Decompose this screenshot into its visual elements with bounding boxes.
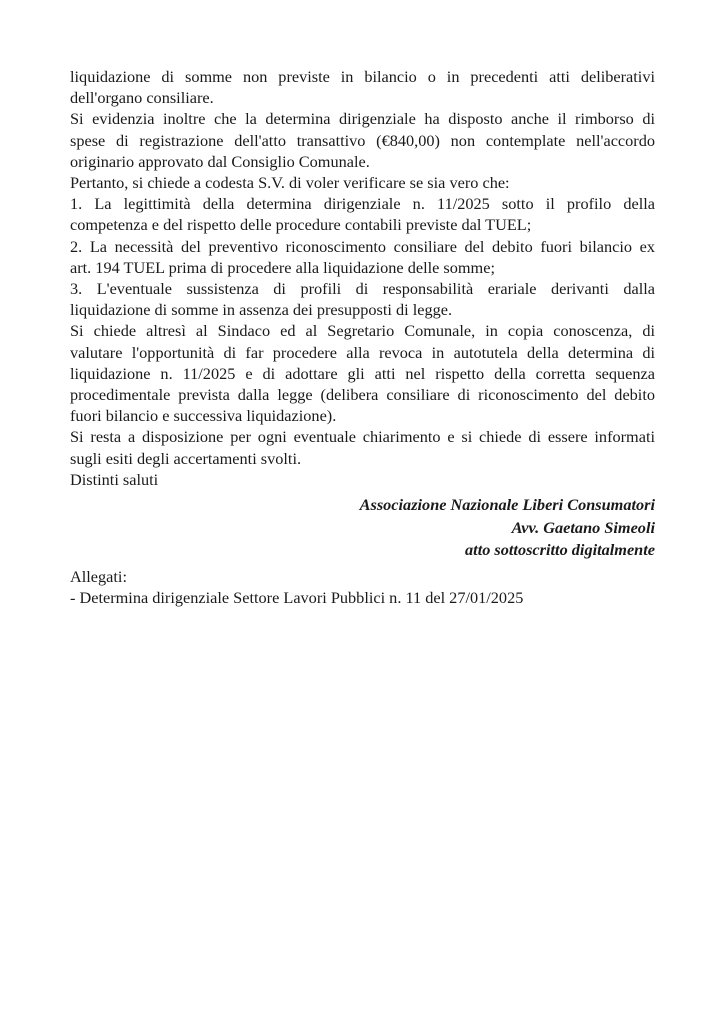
document-page [70, 66, 655, 608]
closing-salutation [70, 469, 655, 490]
paragraph-liquidazione [70, 66, 655, 108]
text-line: 2. La necessità del preventivo riconoscimento consiliare del debito fuori bilancio ex [70, 236, 655, 256]
list-item-3 [70, 278, 655, 320]
text-line: dell'organo consiliare. [70, 88, 214, 108]
signature-note: atto sottoscritto digitalmente [465, 540, 655, 560]
text-line: originario approvato dal Consiglio Comunale. [70, 151, 370, 171]
paragraph-sindaco [70, 320, 655, 426]
text-line: Si resta a disposizione per ogni eventuale chiarimento e si chiede di essere informati [70, 427, 655, 447]
text-line: art. 194 TUEL prima di procedere alla liquidazione delle somme; [70, 257, 495, 277]
text-line: Si chiede altresì al Sindaco ed al Segretario Comunale, in copia conoscenza, di [70, 321, 655, 341]
text-line: liquidazione di somme non previste in bilancio o in precedenti atti deliberativi [70, 67, 655, 86]
paragraph-rimborso [70, 108, 655, 172]
attachment-item: - Determina dirigenziale Settore Lavori Pubblici n. 11 del 27/01/2025 [70, 587, 524, 607]
text-line: procedimentale prevista dalla legge (delibera consiliare di riconoscimento del debito [70, 385, 655, 405]
paragraph-richiesta [70, 172, 655, 193]
signature-organization: Associazione Nazionale Liberi Consumatori [359, 495, 655, 515]
signature-name: Avv. Gaetano Simeoli [511, 517, 655, 537]
text-line: Si evidenzia inoltre che la determina dirigenziale ha disposto anche il rimborso di [70, 109, 655, 129]
text-line: spese di registrazione dell'atto transattivo (€840,00) non contemplate nell'accordo [70, 130, 655, 150]
text-line: 1. La legittimità della determina dirigenziale n. 11/2025 sotto il profilo della [70, 194, 655, 214]
paragraph-disposizione [70, 426, 655, 468]
attachments-section [70, 566, 655, 608]
text-line: Pertanto, si chiede a codesta S.V. di voler verificare se sia vero che: [70, 173, 510, 193]
text-line: liquidazione di somme in assenza dei presupposti di legge. [70, 300, 453, 320]
text-line: fuori bilancio e successiva liquidazione). [70, 406, 337, 426]
text-line: 3. L'eventuale sussistenza di profili di responsabilità erariale derivanti dalla [70, 279, 655, 299]
list-item-2 [70, 236, 655, 278]
text-line: Distinti saluti [70, 469, 159, 489]
signature-block [70, 494, 655, 562]
text-line: valutare l'opportunità di far procedere alla revoca in autotutela della determina di [70, 342, 655, 362]
text-line: competenza e del rispetto delle procedure contabili previste dal TUEL; [70, 215, 532, 235]
attachments-heading: Allegati: [70, 566, 127, 586]
text-line: liquidazione n. 11/2025 e di adottare gli atti nel rispetto della corretta sequenza [70, 363, 655, 383]
text-line: sugli esiti degli accertamenti svolti. [70, 448, 302, 468]
list-item-1 [70, 193, 655, 235]
